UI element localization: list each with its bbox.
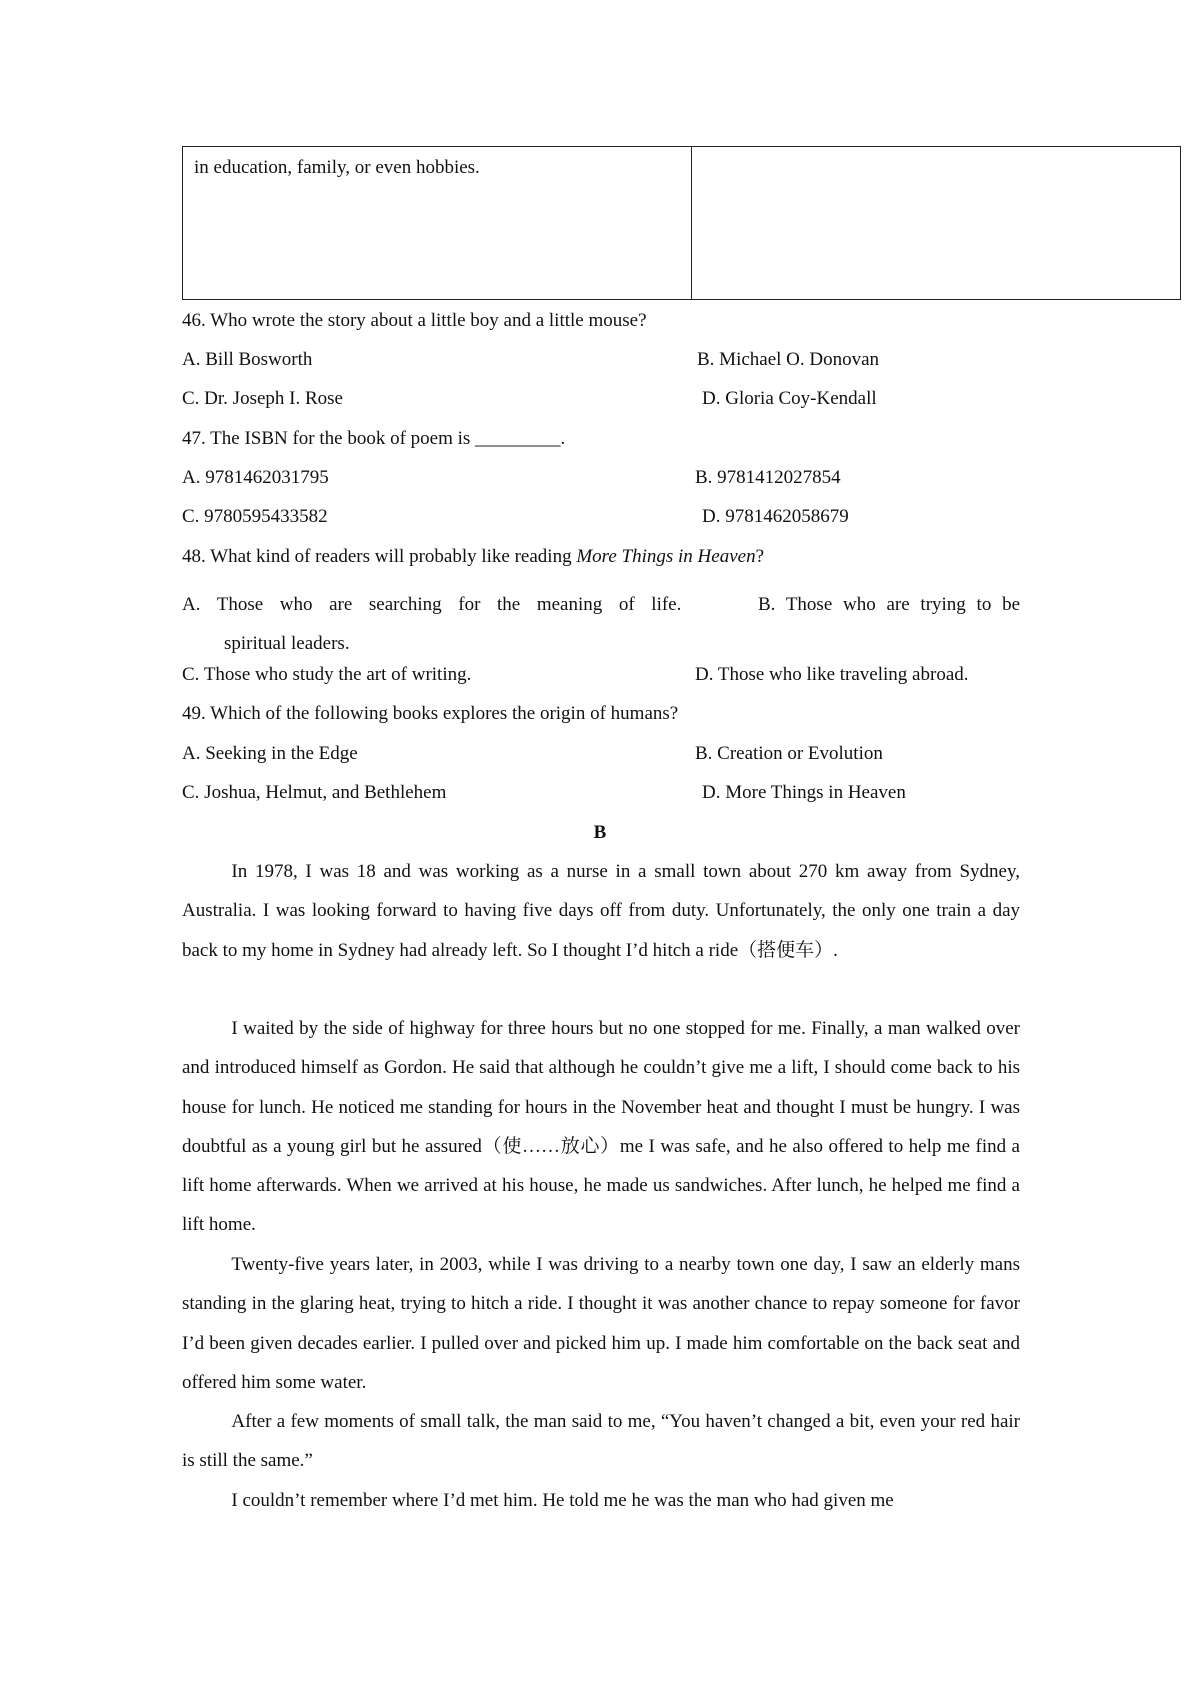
q49-option-d: D. More Things in Heaven — [702, 782, 906, 803]
section-heading: B — [593, 822, 607, 843]
question-48 — [182, 546, 764, 569]
q47-option-b: B. 9781412027854 — [695, 467, 841, 488]
q47-option-c: C. 9780595433582 — [182, 506, 328, 527]
q47-option-a: A. 9781462031795 — [182, 467, 329, 488]
question-47: 47. The ISBN for the book of poem is _________. — [182, 428, 566, 449]
q49-option-b: B. Creation or Evolution — [695, 743, 883, 764]
q47-option-d: D. 9781462058679 — [702, 506, 849, 527]
q48-option-b-cont: spiritual leaders. — [224, 633, 350, 654]
q46-option-a: A. Bill Bosworth — [182, 349, 313, 370]
q48-option-b: B. Those who are trying to be — [757, 594, 1021, 615]
q48-qmark: ? — [755, 546, 765, 567]
paragraph-4: After a few moments of small talk, the man said to me, “You haven’t changed a bit, even your red hair is still the same.” — [182, 1411, 1020, 1472]
q46-option-d: D. Gloria Coy-Kendall — [702, 388, 877, 409]
paragraph-5: I couldn’t remember where I’d met him. He told me he was the man who had given me — [231, 1490, 894, 1511]
book-table-fragment — [182, 146, 1181, 300]
q48-option-a: A. Those who are searching for the meaning of life. — [182, 594, 682, 615]
q48-book-title: More Things in Heaven — [576, 546, 756, 567]
q48-options-ab — [182, 585, 1020, 624]
table-cell: in education, family, or even hobbies. — [183, 147, 692, 299]
paragraph-1: In 1978, I was 18 and was working as a nurse in a small town about 270 km away from Sydney, Australia. I was looking forward to having five days off from duty. Unfortunately, the only one train a day back to my home in Sydney had already left. So I thought I’d hitch a ride（搭便车）. — [182, 861, 1020, 961]
q49-option-a: A. Seeking in the Edge — [182, 743, 358, 764]
q48-text: 48. What kind of readers will probably like reading — [182, 546, 577, 567]
paragraph-2: I waited by the side of highway for three hours but no one stopped for me. Finally, a man walked over and introduced himself as Gordon. He said that although he couldn’t give me a lift, I should come back to his house for lunch. He noticed me standing for hours in the November heat and thought I must be hungry. I was doubtful as a young girl but he assured（使……放心）me I was safe, and he also offered to help me find a lift home afterwards. When we arrived at his house, he made us sandwiches. After lunch, he helped me find a lift home. — [182, 1018, 1020, 1236]
paragraph-3: Twenty-five years later, in 2003, while I was driving to a nearby town one day, I saw an elderly mans standing in the glaring heat, trying to hitch a ride. I thought it was another chance to repay someone for favor I’d been given decades earlier. I pulled over and picked him up. I made him comfortable on the back seat and offered him some water. — [182, 1254, 1020, 1393]
question-46: 46. Who wrote the story about a little boy and a little mouse? — [182, 310, 647, 331]
q48-option-d: D. Those who like traveling abroad. — [695, 664, 969, 685]
q46-option-c: C. Dr. Joseph I. Rose — [182, 388, 343, 409]
q48-option-c: C. Those who study the art of writing. — [182, 664, 472, 685]
q46-option-b: B. Michael O. Donovan — [697, 349, 880, 370]
question-49: 49. Which of the following books explores the origin of humans? — [182, 703, 679, 724]
q49-option-c: C. Joshua, Helmut, and Bethlehem — [182, 782, 447, 803]
table-cell-empty — [692, 147, 1180, 299]
